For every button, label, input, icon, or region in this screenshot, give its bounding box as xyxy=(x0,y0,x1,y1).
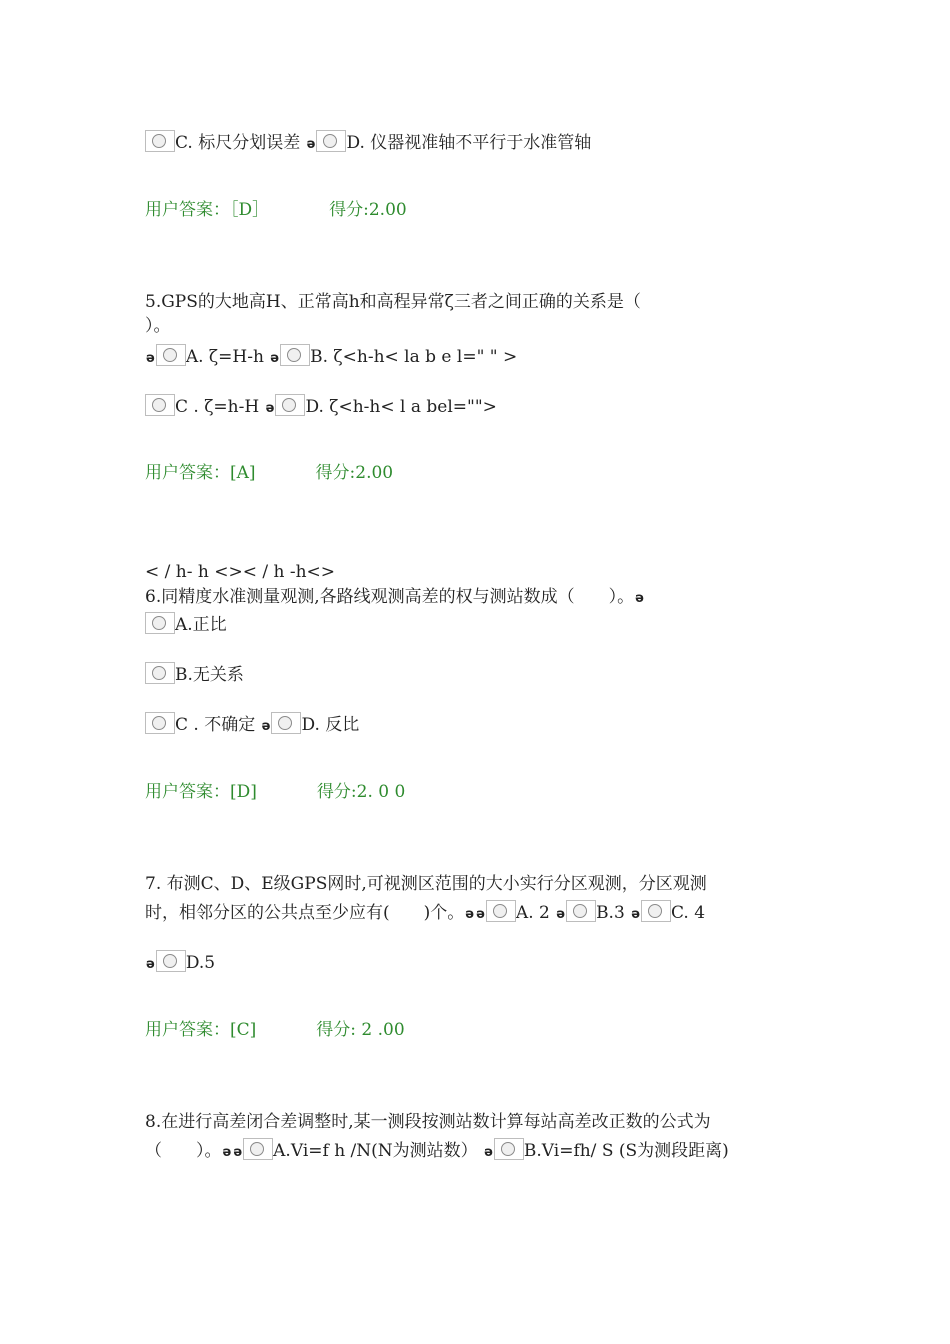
q7-option-a: A. 2 xyxy=(515,903,550,923)
q7-stem-line1: 7. 布测C、D、E级GPS网时,可视测区范围的大小实行分区观测，分区观测 xyxy=(145,874,707,894)
q4-result xyxy=(145,198,407,222)
user-answer: 用户答案：［D］ xyxy=(145,200,270,220)
q6-option-a-row xyxy=(145,612,227,636)
q5-option-b: B. ζ<h-h< la b e l=" " > xyxy=(310,347,518,367)
radio-button-icon[interactable] xyxy=(145,662,175,684)
paragraph-mark-icon: ǝ xyxy=(222,1145,232,1160)
q8-stem-line2 xyxy=(145,1138,729,1162)
score: 得分: 2 .00 xyxy=(316,1020,405,1040)
paragraph-mark-icon: ǝ xyxy=(635,591,644,606)
radio-button-icon[interactable] xyxy=(145,712,175,734)
paragraph-mark-icon: ǝ xyxy=(146,351,155,366)
q6-option-b-row xyxy=(145,662,244,686)
radio-button-icon[interactable] xyxy=(156,344,186,366)
q6-option-a: A.正比 xyxy=(175,615,227,635)
radio-button-icon[interactable] xyxy=(280,344,310,366)
q6-option-b: B.无关系 xyxy=(175,665,244,685)
radio-button-icon[interactable] xyxy=(156,950,186,972)
q5-options-ab xyxy=(145,344,517,368)
radio-button-icon[interactable] xyxy=(275,394,305,416)
paragraph-mark-icon: ǝ xyxy=(465,907,475,922)
paragraph-mark-icon: ǝ xyxy=(261,719,271,734)
q6-option-d: D. 反比 xyxy=(301,715,360,735)
user-answer: 用户答案：[A] xyxy=(145,463,256,483)
paragraph-mark-icon: ǝ xyxy=(484,1145,493,1160)
paragraph-mark-icon: ǝ xyxy=(631,907,641,922)
q7-option-b: B.3 xyxy=(596,903,625,923)
q5-result xyxy=(145,461,393,485)
paragraph-mark-icon: ǝ xyxy=(556,907,566,922)
q7-stem-line2 xyxy=(145,900,705,924)
q5-option-d: D. ζ<h-h< l a bel=""> xyxy=(305,397,497,417)
paragraph-mark-icon: ǝ xyxy=(265,401,275,416)
q6-result xyxy=(145,780,405,804)
radio-button-icon[interactable] xyxy=(641,900,671,922)
q5-stem-line1: 5.GPS的大地高H、正常高h和高程异常ζ三者之间正确的关系是（ xyxy=(145,292,641,312)
radio-button-icon[interactable] xyxy=(145,130,175,152)
q7-option-c: C. 4 xyxy=(671,903,706,923)
q6-stem xyxy=(145,585,645,609)
paragraph-mark-icon: ǝ xyxy=(233,1145,243,1160)
q5-option-c: C . ζ=h-H xyxy=(175,397,260,417)
radio-button-icon[interactable] xyxy=(486,900,516,922)
q7-option-d: D.5 xyxy=(185,953,216,973)
q7-option-d-row xyxy=(145,950,215,974)
user-answer: 用户答案：[C] xyxy=(145,1020,257,1040)
paragraph-mark-icon: ǝ xyxy=(270,351,280,366)
score: 得分:2. 0 0 xyxy=(316,782,406,802)
q5-options-cd xyxy=(145,394,497,418)
radio-button-icon[interactable] xyxy=(271,712,301,734)
score: 得分:2.00 xyxy=(329,200,407,220)
radio-button-icon[interactable] xyxy=(316,130,346,152)
q6-stem-text: 6.同精度水准测量观测,各路线观测高差的权与测站数成（ ）。 xyxy=(145,587,635,607)
q6-options-cd xyxy=(145,712,359,736)
q8-stem-line1: 8.在进行高差闭合差调整时,某一测段按测站数计算每站高差改正数的公式为 xyxy=(145,1112,711,1132)
paragraph-mark-icon: ǝ xyxy=(476,907,485,922)
q4-options-cd xyxy=(145,130,591,154)
user-answer: 用户答案：[D] xyxy=(145,782,257,802)
q8-stem-text: （ ）。 xyxy=(145,1141,222,1161)
paragraph-mark-icon: ǝ xyxy=(306,137,316,152)
q7-stem-text: 时，相邻分区的公共点至少应有( )个。 xyxy=(145,903,465,923)
q7-result xyxy=(145,1018,405,1042)
radio-button-icon[interactable] xyxy=(145,394,175,416)
q8-option-b: B.Vi=fh/ S (S为测段距离) xyxy=(523,1141,729,1161)
q8-option-a: A.Vi=f h /N(N为测站数） xyxy=(273,1141,478,1161)
q4-option-c: C. 标尺分划误差 xyxy=(175,133,301,153)
radio-button-icon[interactable] xyxy=(243,1138,273,1160)
radio-button-icon[interactable] xyxy=(494,1138,524,1160)
q5-stem-line2: ）。 xyxy=(145,316,171,336)
q6-prefix: < / h- h <>< / h -h<> xyxy=(145,562,336,582)
radio-button-icon[interactable] xyxy=(566,900,596,922)
q5-option-a: A. ζ=H-h xyxy=(185,347,264,367)
radio-button-icon[interactable] xyxy=(145,612,175,634)
q4-option-d: D. 仪器视准轴不平行于水准管轴 xyxy=(346,133,592,153)
score: 得分:2.00 xyxy=(315,463,394,483)
q6-option-c: C . 不确定 xyxy=(175,715,256,735)
paragraph-mark-icon: ǝ xyxy=(146,957,155,972)
